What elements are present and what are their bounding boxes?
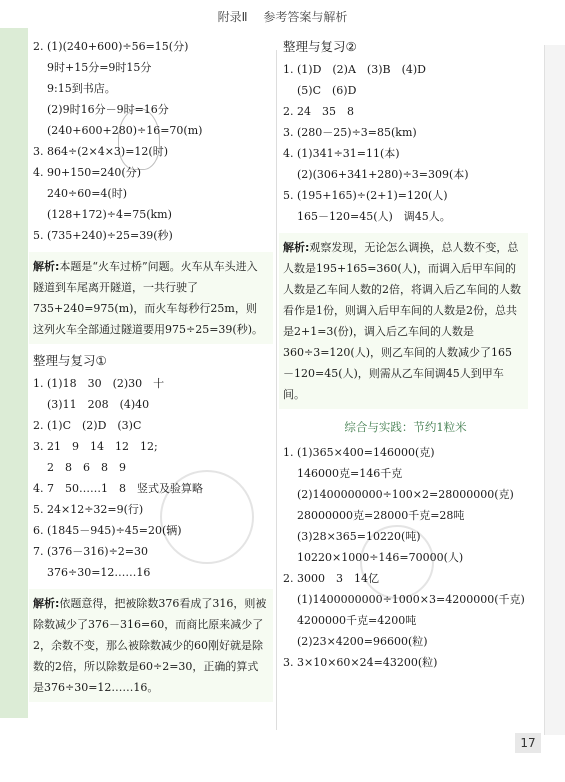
- answer-line: 10220×1000÷146=70000(人): [297, 551, 464, 564]
- answer-line: 1. (1)D (2)A (3)B (4)D: [283, 63, 426, 76]
- answer-line: (3)28×365=10220(吨): [297, 530, 421, 543]
- answer-line: (2)9时16分－9时=16分: [47, 103, 169, 116]
- answer-line: 6. (1845－945)÷45=20(辆): [33, 524, 182, 537]
- answer-line: 9时+15分=9时15分: [47, 61, 152, 74]
- answer-line: (3)11 208 (4)40: [47, 398, 150, 411]
- analysis-text: 依题意得，把被除数376看成了316，则被除数减少了376－316=60，而商比原来减少了2，余数不变，那么被除数减少的60刚好就是除数的2倍，所以除数是60÷2=30，正确的算式是376÷30=12……16。: [33, 597, 267, 694]
- page-header: [0, 8, 565, 25]
- answer-line: 4. (1)341÷31=11(本): [283, 147, 400, 160]
- answer-line: 7. (376－316)÷2=30: [33, 545, 148, 558]
- answer-line: 3. 3×10×60×24=43200(粒): [283, 656, 438, 669]
- analysis-label: 解析:: [283, 241, 310, 254]
- answer-line: (1)1400000000÷1000×3=4200000(千克): [297, 593, 525, 606]
- answer-line: 4200000千克=4200吨: [297, 614, 417, 627]
- analysis-text: 观察发现，无论怎么调换，总人数不变，总人数是195+165=360(人)，而调入后甲车间的人数是乙车间人数的2倍，将调入后乙车间的人数看作是1份，则调入后甲车间的人数是2份，总共是2+1=3(份)，调入后乙车间的人数是360÷3=120(人)，则乙车间的人数减少了165－120=45(人)，则需从乙车间调45人到甲车间。: [283, 241, 521, 401]
- answer-line: (2)23×4200=96600(粒): [297, 635, 428, 648]
- answer-line: 1. (1)365×400=146000(克): [283, 446, 435, 459]
- answer-line: 5. 24×12÷32=9(行): [33, 503, 144, 516]
- section-title: 整理与复习①: [33, 353, 107, 368]
- answer-line: 376÷30=12……16: [47, 566, 151, 579]
- section-title: 整理与复习②: [283, 39, 357, 54]
- answer-line: (2)1400000000÷100×2=28000000(克): [297, 488, 514, 501]
- answer-line: (240+600+280)÷16=70(m): [47, 124, 203, 137]
- answer-line: (2)(306+341+280)÷3=309(本): [297, 168, 469, 181]
- analysis-text: 本题是“火车过桥”问题。火车从车头进入隧道到车尾离开隧道，一共行驶了735+240=975(m)，而火车每秒行25m，则这列火车全部通过隧道要用975÷25=39(秒)。: [33, 260, 264, 336]
- answer-line: 3. (280－25)÷3=85(km): [283, 126, 417, 139]
- answer-line: 146000克=146千克: [297, 467, 403, 480]
- answer-line: 2. 24 35 8: [283, 105, 354, 118]
- analysis-box: [29, 252, 273, 344]
- column-divider: [276, 50, 277, 730]
- appendix-label: 附录Ⅱ: [217, 10, 248, 24]
- answer-line: 4. 90+150=240(分): [33, 166, 141, 179]
- analysis-box: [279, 233, 528, 409]
- answer-line: 5. (735+240)÷25=39(秒): [33, 229, 173, 242]
- answer-line: 165－120=45(人) 调45人。: [297, 210, 451, 223]
- analysis-label: 解析:: [33, 260, 60, 273]
- answer-line: 9:15到书店。: [47, 82, 116, 95]
- right-page-edge: [544, 45, 565, 735]
- answer-line: (5)C (6)D: [297, 84, 357, 97]
- answer-line: 3. 21 9 14 12 12;: [33, 440, 158, 453]
- analysis-label: 解析:: [33, 597, 60, 610]
- left-margin-bar: [0, 28, 28, 718]
- answer-line: 5. (195+165)÷(2+1)=120(人): [283, 189, 448, 202]
- left-column: [33, 36, 273, 708]
- section-title: 综合与实践：节约1粒米: [344, 420, 467, 434]
- answer-line: 2 8 6 8 9: [47, 461, 126, 474]
- answer-line: 3. 864÷(2×4×3)=12(时): [33, 145, 169, 158]
- answer-line: (128+172)÷4=75(km): [47, 208, 172, 221]
- answer-line: 2. 3000 3 14亿: [283, 572, 379, 585]
- answer-line: 28000000克=28000千克=28吨: [297, 509, 465, 522]
- answer-line: 240÷60=4(时): [47, 187, 128, 200]
- header-title: 参考答案与解析: [263, 10, 348, 24]
- right-column: [283, 36, 528, 673]
- answer-line: 1. (1)18 30 (2)30 十: [33, 377, 165, 390]
- answer-line: 2. (1)C (2)D (3)C: [33, 419, 142, 432]
- answer-line: 4. 7 50……1 8 竖式及验算略: [33, 482, 203, 495]
- analysis-box: [29, 589, 273, 702]
- page-number: 17: [515, 733, 541, 753]
- answer-line: 2. (1)(240+600)÷56=15(分): [33, 40, 189, 53]
